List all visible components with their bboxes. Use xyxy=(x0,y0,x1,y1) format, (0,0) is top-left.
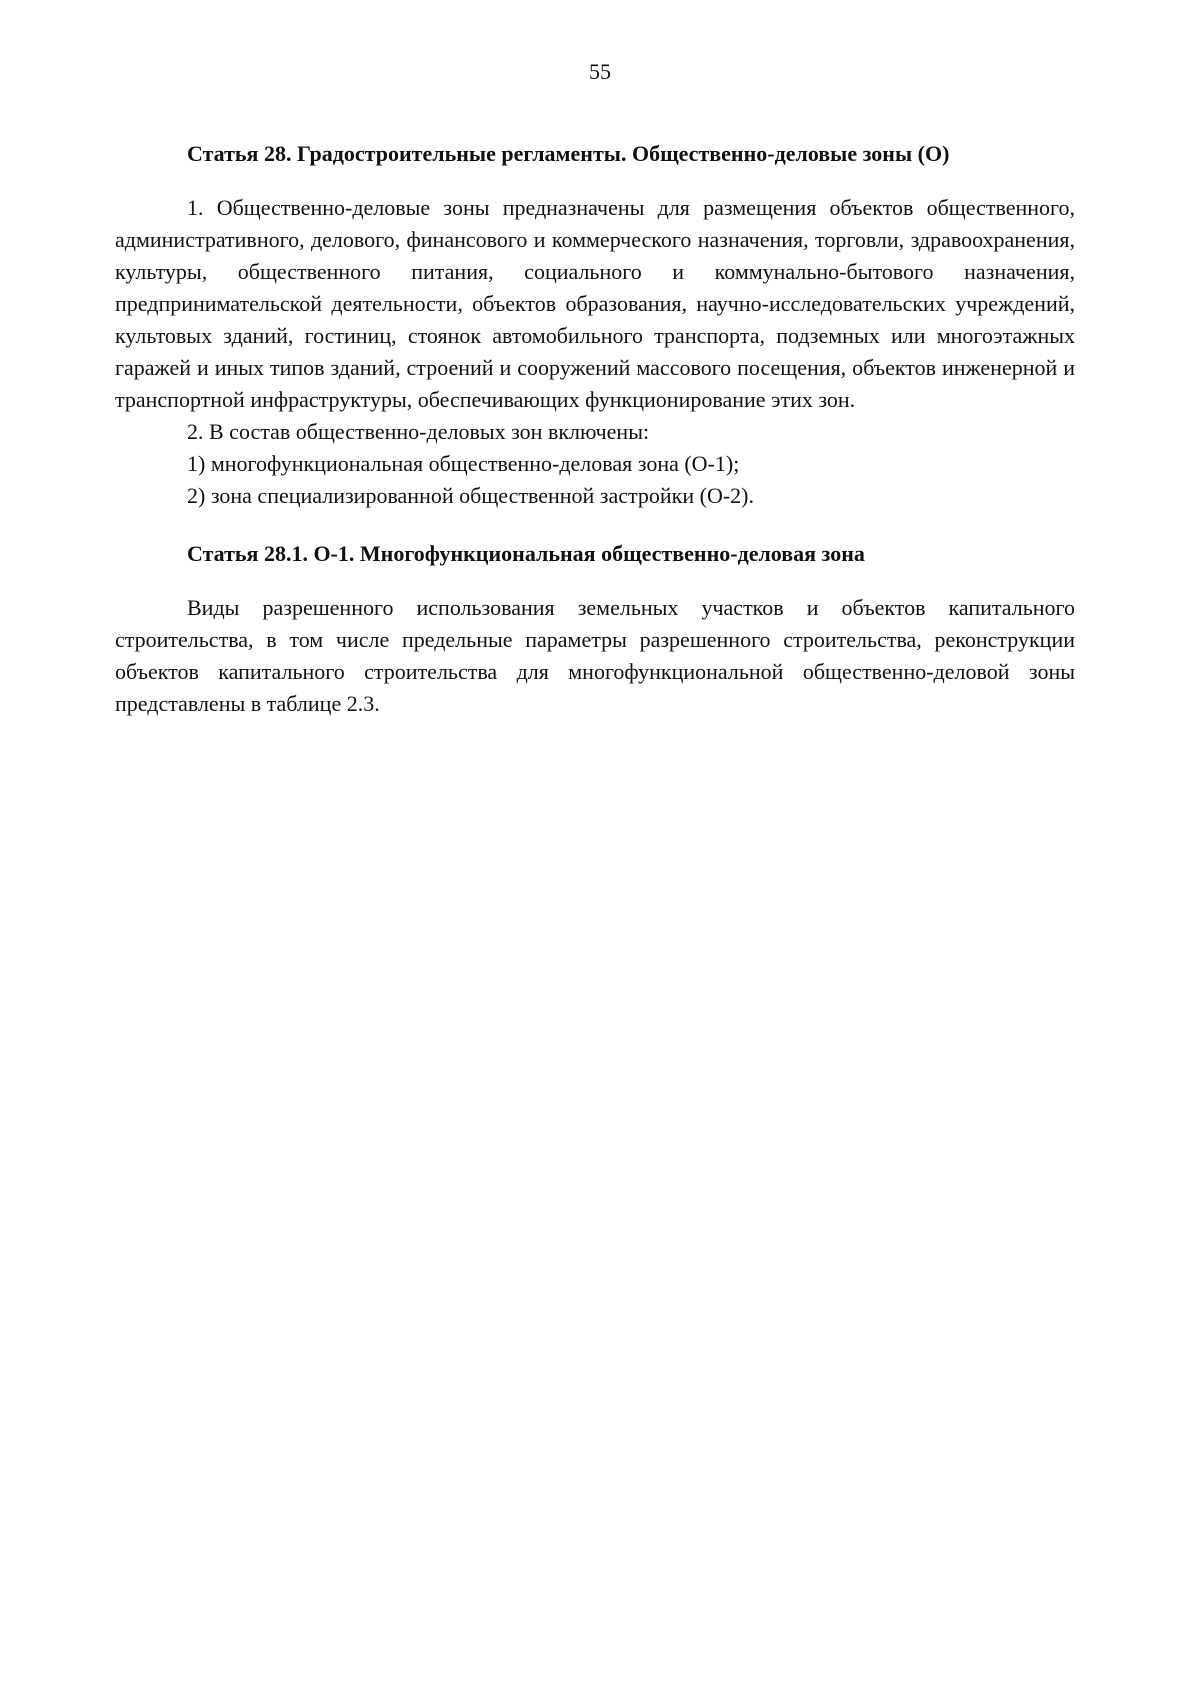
article-28-title: Статья 28. Градостроительные регламенты. Общественно-деловые зоны (О) xyxy=(187,141,950,166)
zone-list-item-o2: 2) зона специализированной общественной застройки (О-2). xyxy=(187,483,755,508)
article-28-1-paragraph: Виды разрешенного использования земельных участков и объектов капитального строительства, в том числе предельные параметры разрешенного строительства, реконструкции объектов капитального строительства для многофункциональной общественно-деловой зоны представлены в таблице 2.3. xyxy=(115,595,1075,716)
article-28-paragraph-1: 1. Общественно-деловые зоны предназначены для размещения объектов общественного, административного, делового, финансового и коммерческого назначения, торговли, здравоохранения, культуры, общественного питания, социального и коммунально-бытового назначения, предпринимательской деятельности, объектов образования, научно-исследовательских учреждений, культовых зданий, гостиниц, стоянок автомобильного транспорта, подземных или многоэтажных гаражей и иных типов зданий, строений и сооружений массового посещения, объектов инженерной и транспортной инфраструктуры, обеспечивающих функционирование этих зон. xyxy=(115,195,1075,412)
page-content xyxy=(115,138,1075,720)
article-28-1-title: Статья 28.1. О-1. Многофункциональная общественно-деловая зона xyxy=(187,541,865,566)
page-number: 55 xyxy=(589,59,611,84)
article-28-paragraph-2: 2. В состав общественно-деловых зон включены: xyxy=(187,419,650,444)
zone-list-item-o1: 1) многофункциональная общественно-деловая зона (О-1); xyxy=(187,451,740,476)
